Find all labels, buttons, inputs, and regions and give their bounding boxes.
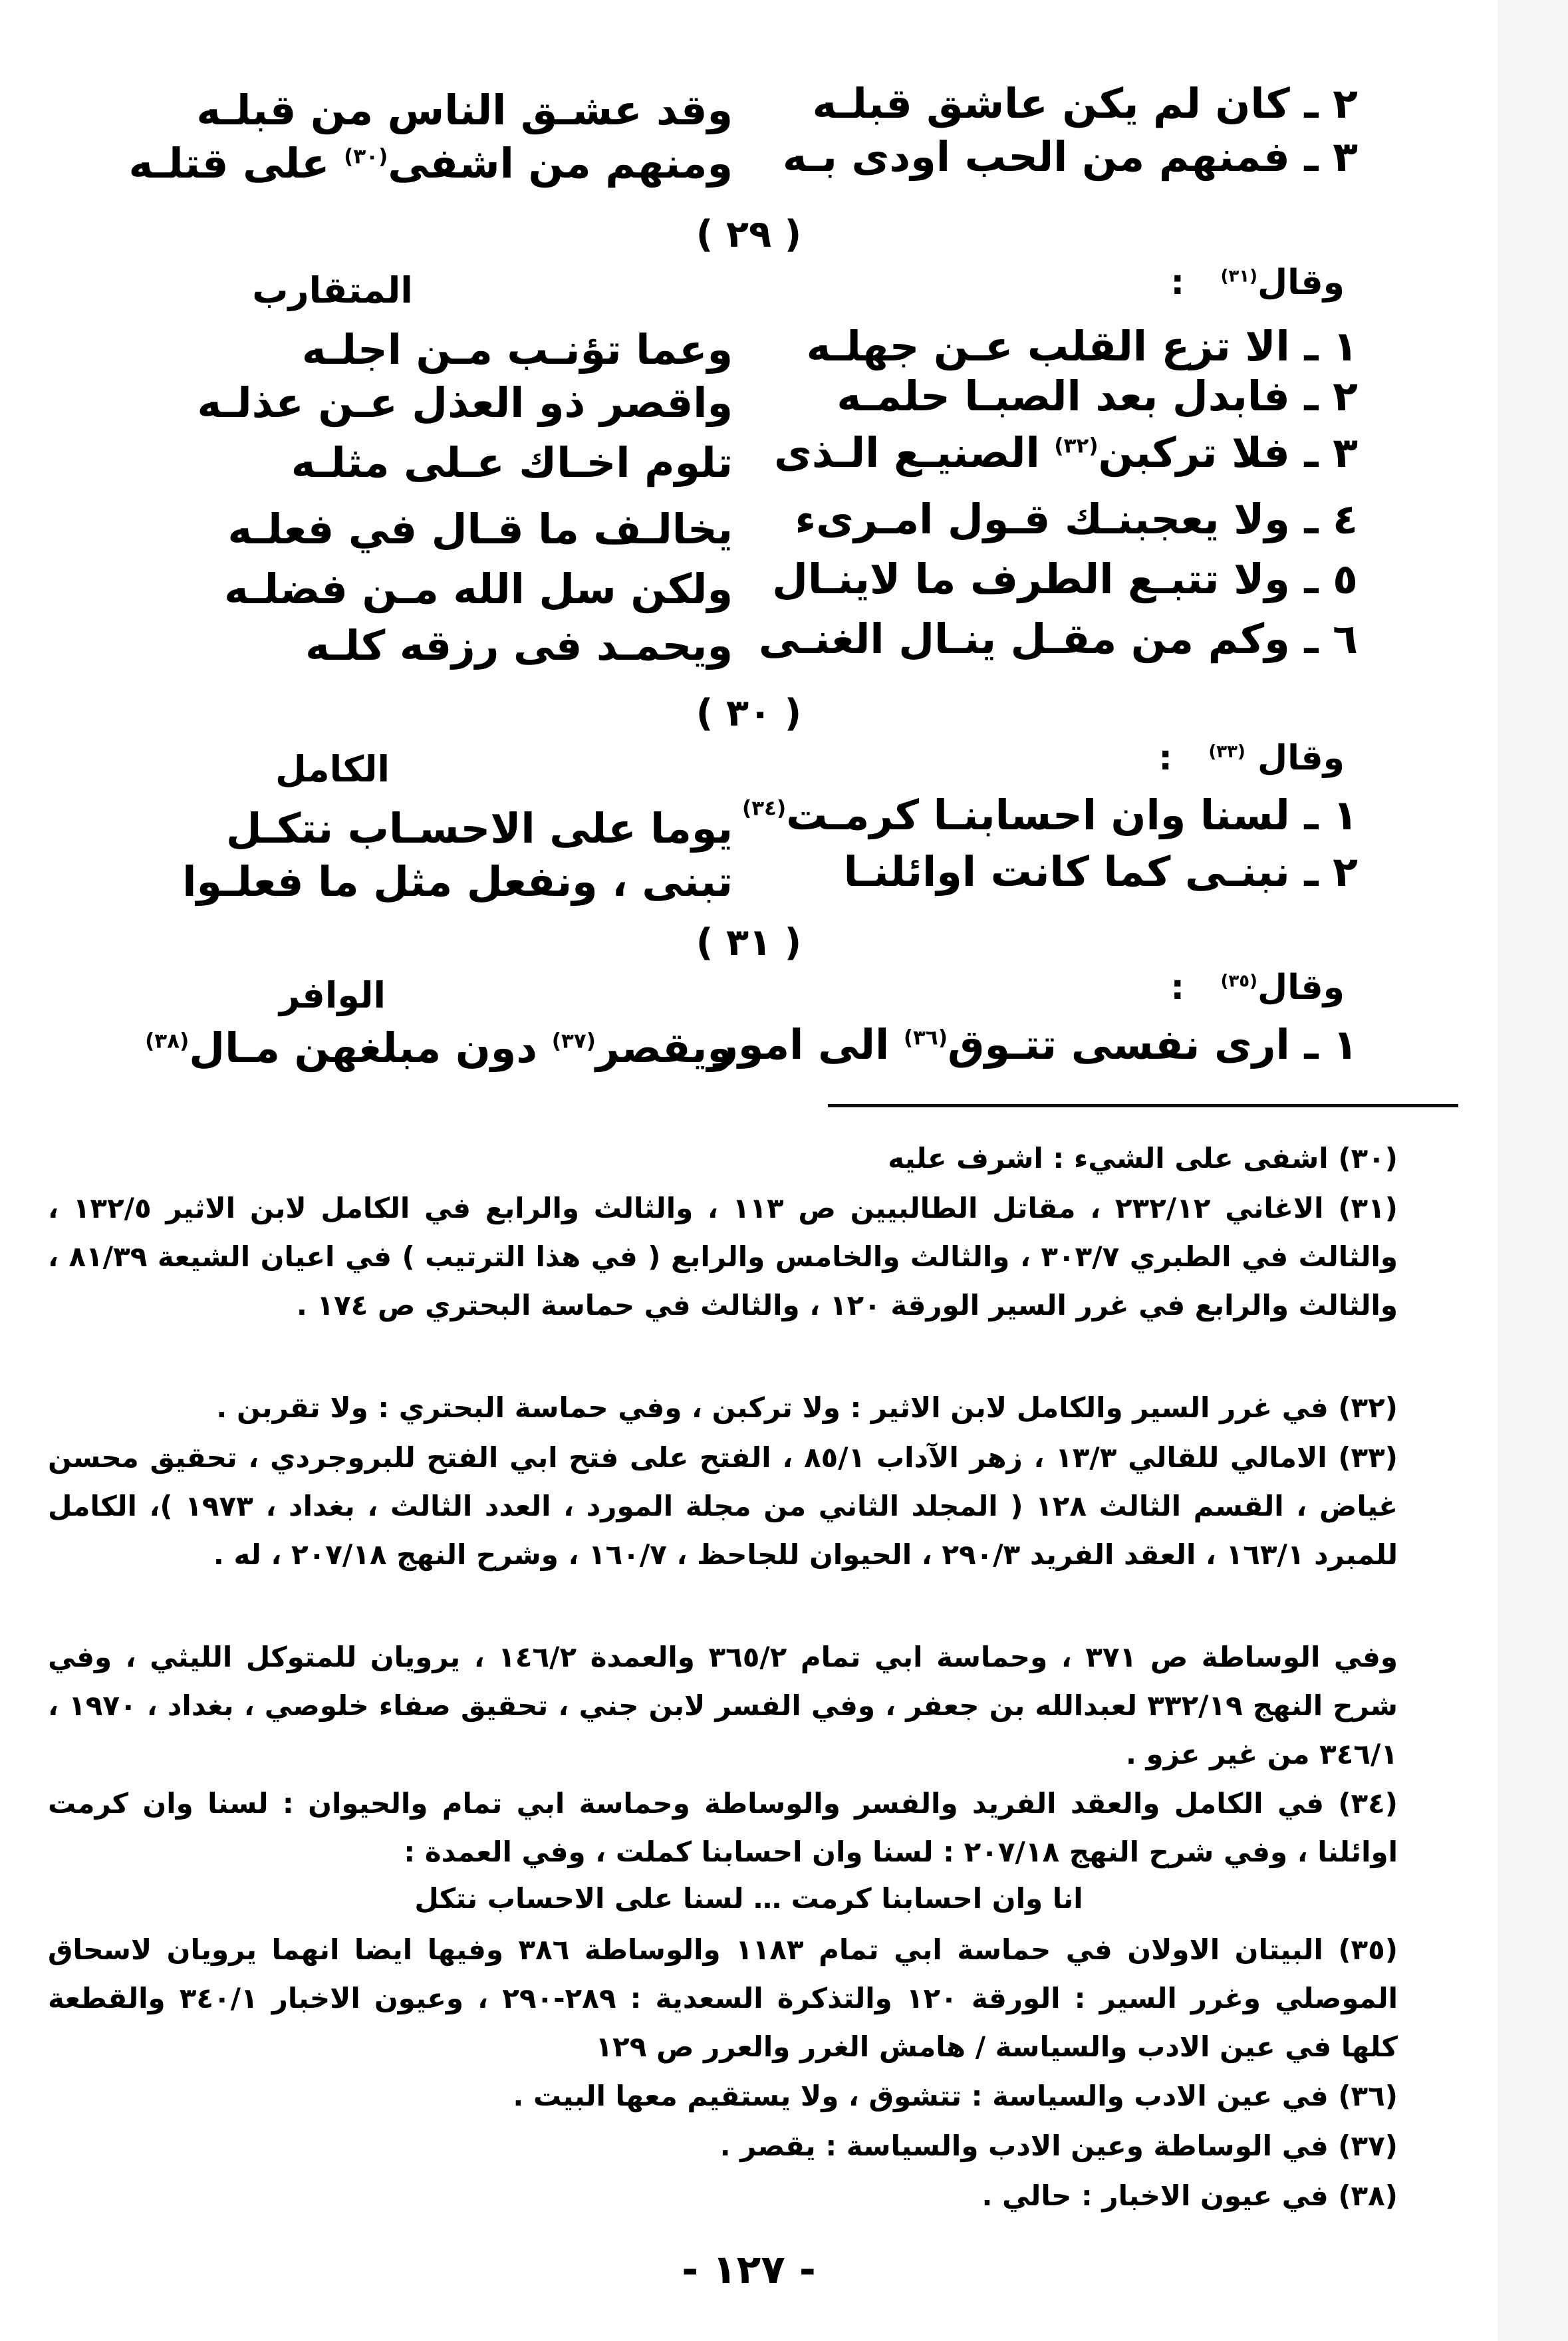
verse-29-4-sadr: ٤ ـ ولا يعجبنـك قـول امـرىء (795, 495, 1358, 543)
footnote-ref-31[interactable]: (٣١) (1220, 266, 1257, 287)
verse-31-1-ajuz: ويقصر$^{(٣٧)}$ دون مبلغهن مـال$^{(٣٨)}$ (145, 1024, 733, 1072)
footnote-ref-34[interactable]: (٣٤) (741, 796, 787, 821)
verse-31-1-sadr: ١ ـ ارى نفسى تتـوق$^{(٣٦)}$ الى امور (714, 1020, 1358, 1069)
verse-28-2-sadr: ٢ ـ كان لم يكن عاشق قبلـه (812, 79, 1358, 128)
poem-30-intro: وقال $^{(٣٣)}$ : (1158, 738, 1345, 778)
footnote-ref-37[interactable]: (٣٧) (551, 1029, 596, 1053)
verse-30-2-ajuz: تبنى ، ونفعل مثل ما فعلـوا (182, 857, 733, 906)
poem-number-30: ( ٣٠ ) (696, 692, 802, 735)
verse-29-1-ajuz: وعما تؤنـب مـن اجلـه (301, 325, 733, 374)
footnote-37: (٣٧) في الوساطة وعين الادب والسياسة : يقصر . (719, 2130, 1398, 2162)
poem-30-meter: الكامل (275, 748, 390, 790)
footnote-33: (٣٣) الامالي للقالي ١٣/٣ ، زهر الآداب ٨٥/١ ، الفتح على فتح ابي الفتح للبروجردي ، تحقيق محسن غياض ، القسم الثالث ١٢٨ ( المجلد الثاني من مجلة المورد ، العدد الثالث ، بغداد ، ١٩٧٣ )، الكامل للمبرد ١٦٣/١ ، العقد الفريد ٢٩٠/٣ ، الحيوان للجاحظ ، ١٦٠/٧ ، وشرح النهج ٢٠٧/١٨ ، له . (48, 1441, 1398, 1571)
verse-29-6-ajuz: ويحمـد فى رزقه كلـه (305, 621, 733, 670)
verse-28-2-ajuz: وقد عشـق الناس من قبلـه (196, 86, 733, 134)
poem-number-31: ( ٣١ ) (696, 921, 802, 964)
footnote-ref-36[interactable]: (٣٦) (903, 1026, 948, 1050)
footnote-35: (٣٥) البيتان الاولان في حماسة ابي تمام ١١٨٣ والوساطة ٣٨٦ وفيها ايضا انهما يرويان لاسحاق الموصلي وغرر السير : الورقة ١٢٠ والتذكرة السعدية : ٢٨٩-٢٩٠ ، وعيون الاخبار ٣٤٠/١ والقطعة كلها في عين الادب والسياسة / هامش الغرر والعرر ص ١٢٩ (48, 1933, 1398, 2063)
verse-29-5-ajuz: ولكن سل الله مـن فضلـه (224, 565, 733, 613)
footnote-34: (٣٤) في الكامل والعقد الفريد والفسر والوساطة وحماسة ابي تمام والحيوان : لسنا وان كرمت اوائلنا ، وفي شرح النهج ٢٠٧/١٨ : لسنا وان احسابنا كملت ، وفي العمدة : (48, 1787, 1398, 1868)
footnote-ref-38[interactable]: (٣٨) (145, 1029, 190, 1053)
page-number: - ١٢٧ - (682, 2247, 816, 2293)
footnote-34-verse: انا وان احسابنا كرمت … لسنا على الاحساب نتكل (414, 1882, 1083, 1915)
poem-number-29: ( ٢٩ ) (696, 213, 802, 256)
footnote-36: (٣٦) في عين الادب والسياسة : تتشوق ، ولا يستقيم معها البيت . (513, 2080, 1398, 2112)
poem-29-intro: وقال$^{(٣١)}$ : (1170, 263, 1345, 303)
footnote-33-continued: وفي الوساطة ص ٣٧١ ، وحماسة ابي تمام ٣٦٥/٢ والعمدة ١٤٦/٢ ، يرويان للمتوكل الليثي ، وفي شرح النهج ٣٣٢/١٩ لعبدالله بن جعفر ، وفي الفسر لابن جني ، تحقيق صفاء خلوصي ، بغداد ، ١٩٧٠ ، ٣٤٦/١ من غير عزو . (48, 1641, 1398, 1770)
verse-29-2-sadr: ٢ ـ فابدل بعد الصبـا حلمـه (837, 372, 1358, 420)
verse-29-5-sadr: ٥ ـ ولا تتبـع الطرف ما لاينـال (772, 555, 1358, 603)
verse-30-1-ajuz: يوما على الاحسـاب نتكـل (225, 804, 733, 853)
verse-28-3-sadr: ٣ ـ فمنهم من الحب اودى بـه (782, 132, 1358, 181)
verse-29-4-ajuz: يخالـف ما قـال في فعلـه (227, 505, 733, 553)
footnote-ref-33[interactable]: (٣٣) (1208, 742, 1245, 762)
poem-29-meter: المتقارب (252, 269, 413, 311)
verse-29-2-ajuz: واقصر ذو العذل عـن عذلـه (197, 378, 733, 427)
footnote-31: (٣١) الاغاني ٢٣٢/١٢ ، مقاتل الطالبيين ص ١١٣ ، والثالث والرابع في الكامل لابن الاثير ١٣٢/٥ ، والثالث في الطبري ٣٠٣/٧ ، والثالث والخامس والرابع ( في هذا الترتيب ) في اعيان الشيعة ٨١/٣٩ ، والثالث والرابع في غرر السير الورقة ١٢٠ ، والثالث في حماسة البحتري ص ١٧٤ . (48, 1192, 1398, 1321)
verse-28-3-ajuz: ومنهم من اشفى$^{(٣٠)}$ على قتلـه (128, 139, 733, 188)
verse-29-3-ajuz: تلوم اخـاك عـلى مثلـه (291, 438, 733, 487)
poem-31-intro: وقال$^{(٣٥)}$ : (1170, 968, 1345, 1008)
footnote-38: (٣٨) في عيون الاخبار : حالي . (981, 2179, 1398, 2212)
verse-30-2-sadr: ٢ ـ نبنـى كما كانت اوائلنـا (843, 847, 1358, 896)
poem-31-meter: الوافر (279, 974, 386, 1016)
footnote-ref-30[interactable]: (٣٠) (344, 144, 388, 169)
verse-29-6-sadr: ٦ ـ وكم من مقـل ينـال الغنـى (758, 615, 1358, 663)
footnote-32: (٣٢) في غرر السير والكامل لابن الاثير : ولا تركبن ، وفي حماسة البحتري : ولا تقربن . (216, 1391, 1398, 1424)
footnote-ref-35[interactable]: (٣٥) (1220, 971, 1257, 992)
verse-29-1-sadr: ١ ـ الا تزع القلب عـن جهلـه (806, 322, 1358, 370)
footnote-separator (828, 1104, 1458, 1107)
footnote-30: (٣٠) اشفى على الشيء : اشرف عليه (888, 1142, 1398, 1174)
verse-29-3-sadr: ٣ ـ فلا تركبن$^{(٣٢)}$ الصنيـع الـذى (774, 428, 1358, 477)
verse-30-1-sadr: ١ ـ لسنا وان احسابنـا كرمـت$^{(٣٤)}$ (741, 791, 1358, 839)
footnote-ref-32[interactable]: (٣٢) (1054, 434, 1099, 458)
